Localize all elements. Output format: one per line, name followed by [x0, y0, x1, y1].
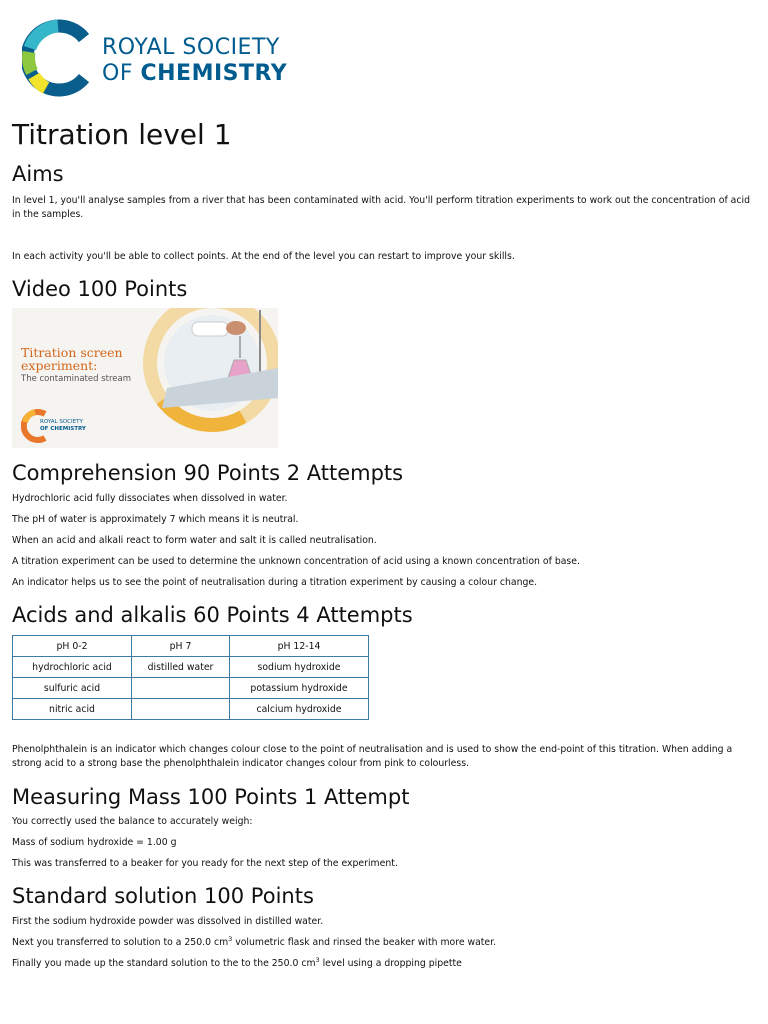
superscript: 3	[315, 955, 320, 964]
table-row	[13, 657, 369, 678]
mass-line: You correctly used the balance to accurately weigh:	[12, 816, 253, 827]
logo-line-2-bold: CHEMISTRY	[140, 61, 288, 86]
standard-line-1: First the sodium hydroxide powder was dissolved in distilled water.	[12, 916, 324, 927]
comprehension-line: A titration experiment can be used to determine the unknown concentration of acid using a known concentration of base.	[12, 556, 580, 567]
video-title	[21, 346, 123, 372]
logo-line-1: ROYAL SOCIETY	[102, 35, 280, 60]
rsc-logo	[22, 18, 322, 100]
table-cell: sodium hydroxide	[230, 657, 369, 678]
video-thumbnail[interactable]	[12, 308, 278, 448]
standard-line-2-text: Next you transferred to solution to a 250.0 cm	[12, 937, 229, 948]
aims-paragraph-2: In each activity you'll be able to collect points. At the end of the level you can restart to improve your skills.	[12, 251, 515, 262]
table-cell: sulfuric acid	[13, 678, 132, 699]
acids-alkalis-heading: Acids and alkalis 60 Points 4 Attempts	[12, 603, 413, 627]
table-cell: hydrochloric acid	[13, 657, 132, 678]
comprehension-line: Hydrochloric acid fully dissociates when dissolved in water.	[12, 493, 288, 504]
table-cell: nitric acid	[13, 699, 132, 720]
comprehension-heading: Comprehension 90 Points 2 Attempts	[12, 461, 404, 485]
table-header-cell: pH 7	[132, 636, 230, 657]
video-logo-line-2: OF CHEMISTRY	[40, 425, 86, 432]
video-heading: Video 100 Points	[12, 277, 188, 301]
mass-line: This was transferred to a beaker for you ready for the next step of the experiment.	[12, 858, 398, 869]
standard-line-3-text: Finally you made up the standard solution to the to the 250.0 cm	[12, 958, 316, 969]
comprehension-line: The pH of water is approximately 7 which means it is neutral.	[12, 514, 299, 525]
table-cell	[132, 699, 230, 720]
table-cell	[132, 678, 230, 699]
standard-line-3-text-end: level using a dropping pipette	[319, 958, 462, 969]
table-header-cell: pH 12-14	[230, 636, 369, 657]
phenolphthalein-note: Phenolphthalein is an indicator which changes colour close to the point of neutralisation and is used to show the end-point of this titration. When adding a strong acid to a strong base the phenolphthalein indicator changes colour from pink to colourless.	[12, 744, 733, 769]
measuring-mass-heading: Measuring Mass 100 Points 1 Attempt	[12, 785, 410, 809]
table-cell: distilled water	[132, 657, 230, 678]
ph-table	[12, 635, 369, 720]
mass-line: Mass of sodium hydroxide = 1.00 g	[12, 837, 177, 848]
table-row	[13, 678, 369, 699]
rsc-logo-text	[102, 35, 287, 87]
standard-solution-heading: Standard solution 100 Points	[12, 884, 314, 908]
page-title: Titration level 1	[12, 118, 232, 151]
rsc-logo-mark-icon	[22, 18, 94, 98]
video-subtitle: The contaminated stream	[21, 374, 131, 384]
comprehension-line: When an acid and alkali react to form water and salt it is called neutralisation.	[12, 535, 377, 546]
table-header-row	[13, 636, 369, 657]
standard-line-2-text-end: volumetric flask and rinsed the beaker with more water.	[232, 937, 497, 948]
video-title-line-1: Titration screen	[21, 345, 123, 360]
table-header-cell: pH 0-2	[13, 636, 132, 657]
standard-line-2	[12, 936, 754, 950]
comprehension-line: An indicator helps us to see the point of neutralisation during a titration experiment by causing a colour change.	[12, 577, 538, 588]
table-cell: potassium hydroxide	[230, 678, 369, 699]
logo-line-2-prefix: OF	[102, 61, 133, 86]
aims-paragraph-1: In level 1, you'll analyse samples from a river that has been contaminated with acid. You'll perform titration experiments to work out the concentration of acid in the samples.	[12, 195, 750, 220]
video-logo-text	[40, 419, 86, 432]
table-row	[13, 699, 369, 720]
standard-line-3	[12, 957, 754, 971]
superscript: 3	[228, 934, 233, 943]
table-cell: calcium hydroxide	[230, 699, 369, 720]
video-title-line-2: experiment:	[21, 358, 98, 373]
video-logo-line-1: ROYAL SOCIETY	[40, 419, 83, 425]
aims-heading: Aims	[12, 162, 64, 186]
